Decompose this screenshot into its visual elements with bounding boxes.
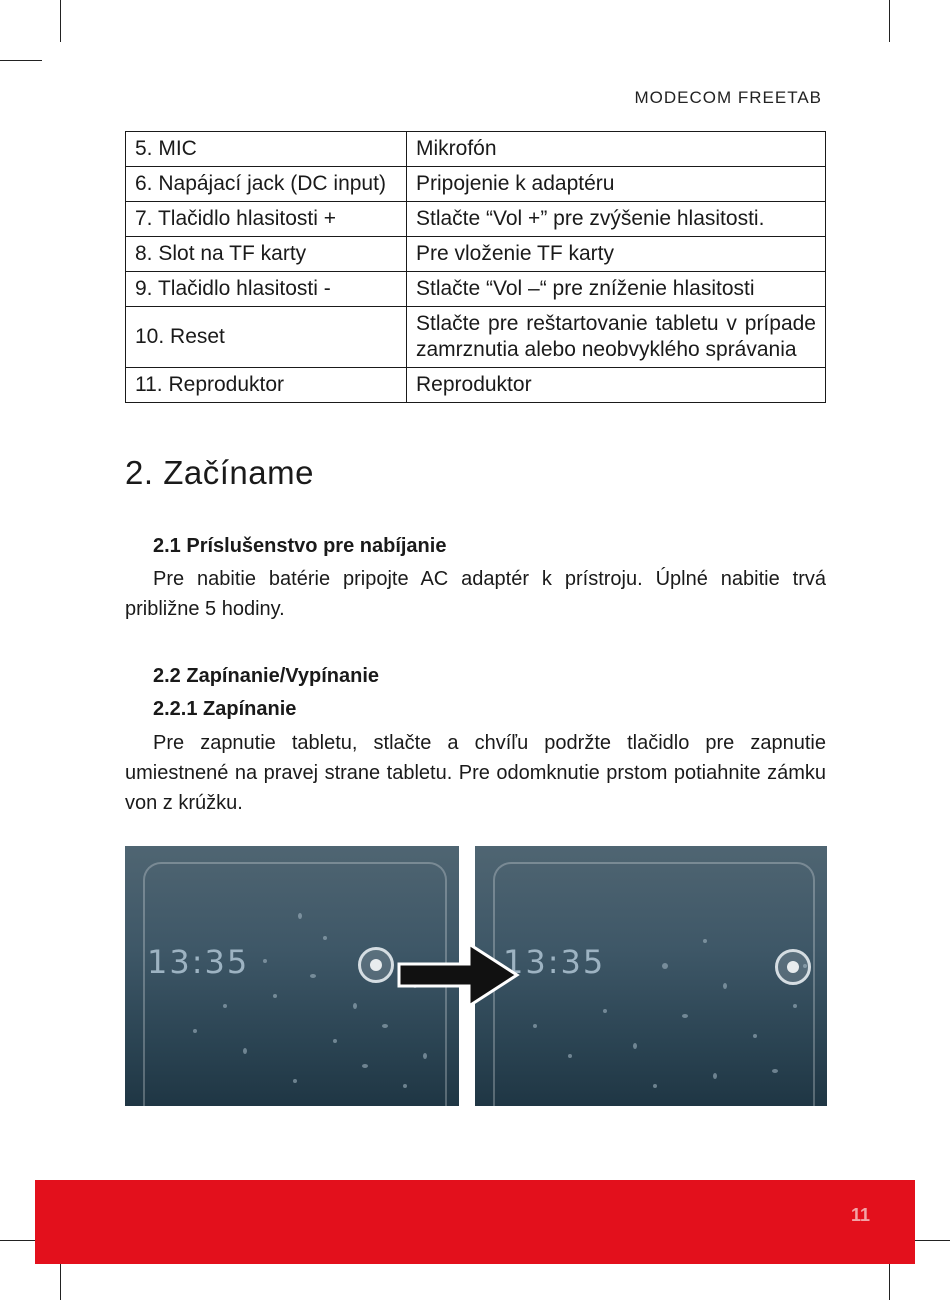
table-cell-label: 9. Tlačidlo hlasitosti - bbox=[126, 272, 407, 307]
subsection-heading: 2.2 Zapínanie/Vypínanie bbox=[153, 665, 379, 687]
crop-mark bbox=[60, 1258, 61, 1300]
table-cell-desc: Reproduktor bbox=[407, 368, 826, 403]
spec-table bbox=[125, 131, 826, 403]
table-row bbox=[126, 132, 826, 167]
table-cell-desc: Stlačte “Vol –“ pre zníženie hlasitosti bbox=[407, 272, 826, 307]
subsection-heading: 2.1 Príslušenstvo pre nabíjanie bbox=[153, 535, 447, 557]
table-row bbox=[126, 272, 826, 307]
crop-mark bbox=[889, 0, 890, 42]
table-row bbox=[126, 167, 826, 202]
table-row bbox=[126, 202, 826, 237]
clock-text: 13:35 bbox=[147, 943, 250, 981]
table-cell-label: 10. Reset bbox=[126, 307, 407, 368]
table-cell-label: 11. Reproduktor bbox=[126, 368, 407, 403]
right-arrow-icon bbox=[395, 940, 523, 1010]
table-row bbox=[126, 307, 826, 368]
page-number: 11 bbox=[850, 1205, 870, 1225]
footer-band bbox=[35, 1180, 915, 1264]
subsection-heading: 2.2.1 Zapínanie bbox=[153, 698, 297, 720]
crop-mark bbox=[60, 0, 61, 42]
clock-text: 13:35 bbox=[503, 943, 606, 981]
table-cell-label: 8. Slot na TF karty bbox=[126, 237, 407, 272]
table-cell-desc: Mikrofón bbox=[407, 132, 826, 167]
water-drops bbox=[475, 846, 827, 1106]
table-cell-label: 7. Tlačidlo hlasitosti + bbox=[126, 202, 407, 237]
lockscreen-image-after bbox=[475, 846, 827, 1106]
table-cell-label: 5. MIC bbox=[126, 132, 407, 167]
table-row bbox=[126, 237, 826, 272]
crop-mark bbox=[0, 60, 42, 61]
crop-mark bbox=[889, 1258, 890, 1300]
section-title: 2. Začíname bbox=[125, 454, 314, 491]
table-cell-label: 6. Napájací jack (DC input) bbox=[126, 167, 407, 202]
table-cell-desc: Stlačte “Vol +” pre zvýšenie hlasitosti. bbox=[407, 202, 826, 237]
paragraph: Pre zapnutie tabletu, stlačte a chvíľu podržte tlačidlo pre zapnutie umiestnené na pravej strane tabletu. Pre odomknutie prstom potiahnite zámku von z krúžku. bbox=[125, 732, 826, 814]
running-header: MODECOM FREETAB bbox=[634, 88, 822, 107]
table-cell-desc: Stlačte pre reštartovanie tabletu v prípade zamrznutia alebo neobvyklého správania bbox=[407, 307, 826, 368]
table-cell-desc: Pre vloženie TF karty bbox=[407, 237, 826, 272]
table-row bbox=[126, 368, 826, 403]
table-cell-desc: Pripojenie k adaptéru bbox=[407, 167, 826, 202]
paragraph: Pre nabitie batérie pripojte AC adaptér k prístroju. Úplné nabitie trvá približne 5 hodiny. bbox=[125, 568, 826, 620]
